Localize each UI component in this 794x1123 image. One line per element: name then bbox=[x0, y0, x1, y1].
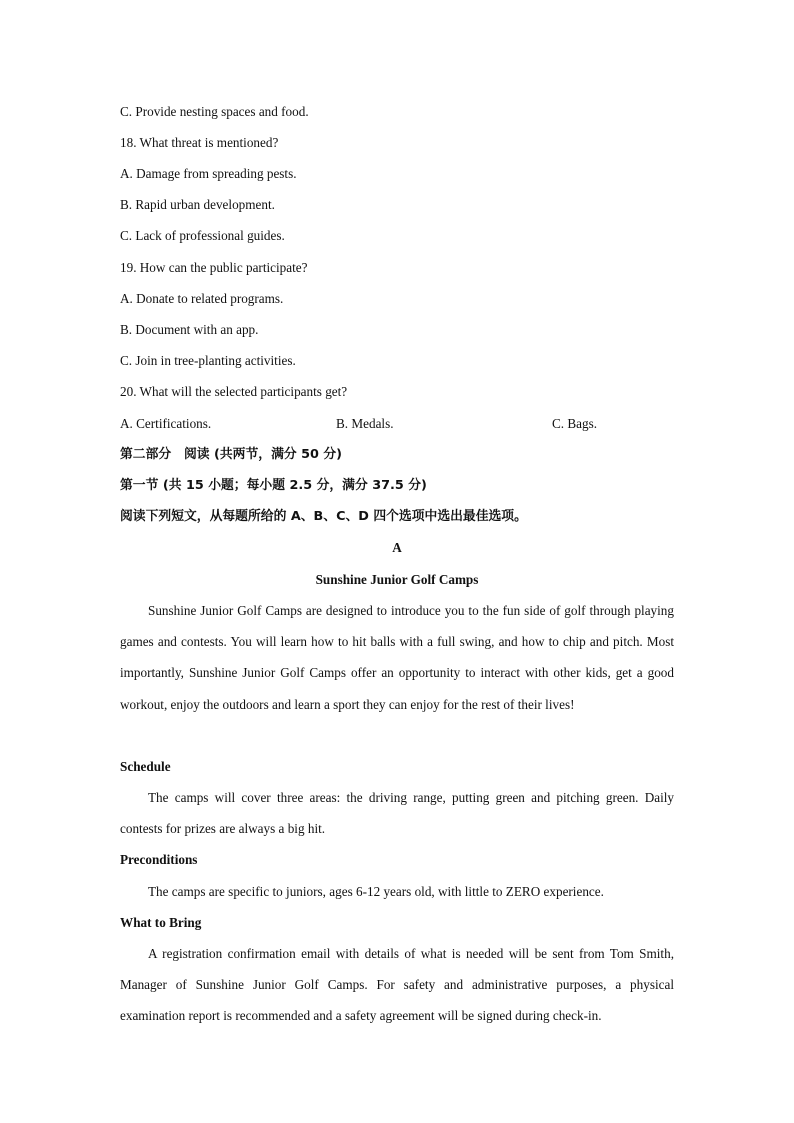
q18-option-c: C. Lack of professional guides. bbox=[120, 228, 285, 243]
passage-intro-paragraph: Sunshine Junior Golf Camps are designed to introduce you to the fun side of golf through playing games and contests. You will learn how to hit balls with a full swing, and how to chip and pitch. Most importantly, Sunshine Junior Golf Camps offer an opportunity to interact with other kids, get a good workout, enjoy the outdoors and learn a sport they can enjoy for the rest of their lives! bbox=[120, 603, 674, 712]
q19-question: 19. How can the public participate? bbox=[120, 260, 308, 275]
passage-title: Sunshine Junior Golf Camps bbox=[315, 572, 479, 587]
what-to-bring-heading: What to Bring bbox=[120, 915, 202, 930]
q19-option-a: A. Donate to related programs. bbox=[120, 291, 284, 306]
q18-option-a: A. Damage from spreading pests. bbox=[120, 166, 297, 181]
schedule-heading: Schedule bbox=[120, 759, 171, 774]
passage-letter: A bbox=[392, 540, 402, 555]
q20-option-c: C. Bags. bbox=[552, 416, 598, 431]
part-title: 第二部分 阅读 (共两节，满分 50 分) bbox=[120, 447, 343, 462]
preconditions-paragraph: The camps are specific to juniors, ages 6-12 years old, with little to ZERO experience. bbox=[148, 884, 604, 899]
q17-option-c: C. Provide nesting spaces and food. bbox=[120, 104, 309, 119]
subsection-title: 第一节 (共 15 小题；每小题 2.5 分，满分 37.5 分) bbox=[120, 478, 427, 493]
q20-options-row bbox=[120, 415, 680, 433]
q18-option-b: B. Rapid urban development. bbox=[120, 197, 275, 212]
schedule-paragraph: The camps will cover three areas: the driving range, putting green and pitching green. Daily contests for prizes are always a big hit. bbox=[120, 790, 674, 837]
instruction: 阅读下列短文，从每题所给的 A、B、C、D 四个选项中选出最佳选项。 bbox=[120, 509, 527, 524]
q19-option-b: B. Document with an app. bbox=[120, 322, 259, 337]
what-to-bring-paragraph: A registration confirmation email with details of what is needed will be sent from Tom Smith, Manager of Sunshine Junior Golf Camps. For safety and administrative purposes, a physical examination report is recommended and a safety agreement will be signed during check-in. bbox=[120, 946, 674, 1024]
preconditions-heading: Preconditions bbox=[120, 852, 198, 867]
q19-option-c: C. Join in tree-planting activities. bbox=[120, 353, 296, 368]
q18-question: 18. What threat is mentioned? bbox=[120, 135, 279, 150]
q20-option-b: B. Medals. bbox=[336, 416, 394, 431]
q20-option-a: A. Certifications. bbox=[120, 416, 212, 431]
q20-question: 20. What will the selected participants get? bbox=[120, 384, 348, 399]
